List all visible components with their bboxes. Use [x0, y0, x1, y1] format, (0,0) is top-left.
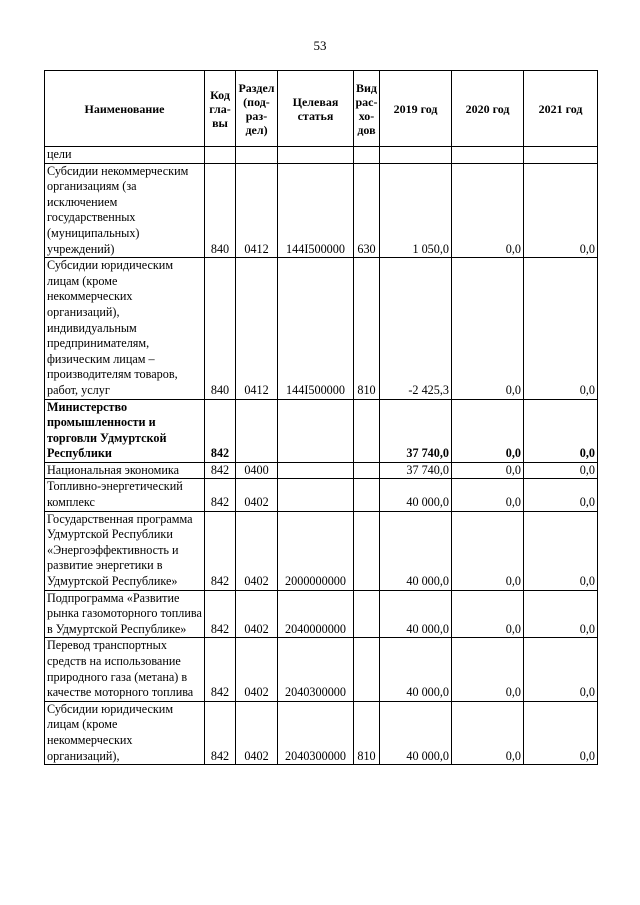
- row-2019: 40 000,0: [380, 701, 452, 764]
- row-2020: 0,0: [452, 511, 524, 590]
- row-code: 842: [205, 590, 236, 638]
- row-section: [236, 147, 278, 164]
- header-expense: Вид рас- хо- дов: [354, 71, 380, 147]
- row-2020: 0,0: [452, 258, 524, 399]
- row-section: [236, 399, 278, 462]
- row-2020: [452, 147, 524, 164]
- table-row: [45, 590, 598, 638]
- row-code: 840: [205, 258, 236, 399]
- row-target: 2040300000: [278, 701, 354, 764]
- table-row: [45, 462, 598, 479]
- row-section: 0402: [236, 638, 278, 701]
- row-expense: [354, 638, 380, 701]
- row-2021: 0,0: [524, 590, 598, 638]
- row-expense: 810: [354, 701, 380, 764]
- row-2019: [380, 147, 452, 164]
- table-row: [45, 511, 598, 590]
- row-2020: 0,0: [452, 701, 524, 764]
- row-section: 0402: [236, 701, 278, 764]
- row-name: Подпрограмма «Развитие рынка газомоторного топлива в Удмуртской Республике»: [45, 590, 205, 638]
- row-section: 0412: [236, 163, 278, 258]
- row-2020: 0,0: [452, 638, 524, 701]
- row-2020: 0,0: [452, 462, 524, 479]
- row-section: 0402: [236, 590, 278, 638]
- row-name: Министерство промышленности и торговли Удмуртской Республики: [45, 399, 205, 462]
- header-name: Наименование: [45, 71, 205, 147]
- row-code: 842: [205, 701, 236, 764]
- row-expense: [354, 399, 380, 462]
- row-target: 144I500000: [278, 163, 354, 258]
- row-section: 0402: [236, 479, 278, 511]
- row-name: Субсидии юридическим лицам (кроме некоммерческих организаций), индивидуальным предпринимателям, физическим лицам – производителям товаров, работ, услуг: [45, 258, 205, 399]
- row-name: Национальная экономика: [45, 462, 205, 479]
- row-target: 2040000000: [278, 590, 354, 638]
- row-2021: [524, 147, 598, 164]
- row-2020: 0,0: [452, 590, 524, 638]
- header-2021: 2021 год: [524, 71, 598, 147]
- row-2019: 40 000,0: [380, 638, 452, 701]
- table-row-ministry: [45, 399, 598, 462]
- row-section: 0400: [236, 462, 278, 479]
- row-name: Субсидии юридическим лицам (кроме некоммерческих организаций),: [45, 701, 205, 764]
- row-target: [278, 462, 354, 479]
- row-target: 2000000000: [278, 511, 354, 590]
- header-2020: 2020 год: [452, 71, 524, 147]
- row-code: 840: [205, 163, 236, 258]
- row-code: 842: [205, 462, 236, 479]
- row-expense: [354, 147, 380, 164]
- row-2019: 37 740,0: [380, 462, 452, 479]
- header-target: Целевая статья: [278, 71, 354, 147]
- row-2021: 0,0: [524, 258, 598, 399]
- row-expense: 810: [354, 258, 380, 399]
- row-2021: 0,0: [524, 701, 598, 764]
- row-code: [205, 147, 236, 164]
- row-2021: 0,0: [524, 638, 598, 701]
- table-row: [45, 147, 598, 164]
- row-target: 144I500000: [278, 258, 354, 399]
- row-code: 842: [205, 479, 236, 511]
- row-name: Государственная программа Удмуртской Республики «Энергоэффективность и развитие энергетики в Удмуртской Республике»: [45, 511, 205, 590]
- row-section: 0412: [236, 258, 278, 399]
- row-expense: [354, 462, 380, 479]
- row-expense: [354, 479, 380, 511]
- row-2021: 0,0: [524, 479, 598, 511]
- row-name: Перевод транспортных средств на использование природного газа (метана) в качестве моторного топлива: [45, 638, 205, 701]
- header-code: Код гла- вы: [205, 71, 236, 147]
- row-2019: 37 740,0: [380, 399, 452, 462]
- row-2021: 0,0: [524, 511, 598, 590]
- row-2021: 0,0: [524, 163, 598, 258]
- row-2020: 0,0: [452, 479, 524, 511]
- row-2019: 40 000,0: [380, 590, 452, 638]
- header-section: Раздел (под- раз- дел): [236, 71, 278, 147]
- row-expense: [354, 511, 380, 590]
- row-expense: [354, 590, 380, 638]
- header-row: [45, 71, 598, 147]
- table-row: [45, 479, 598, 511]
- table-row: [45, 701, 598, 764]
- row-2021: 0,0: [524, 399, 598, 462]
- row-2019: 40 000,0: [380, 511, 452, 590]
- row-code: 842: [205, 399, 236, 462]
- page-number: 53: [313, 38, 327, 53]
- table-row: [45, 638, 598, 701]
- row-code: 842: [205, 638, 236, 701]
- row-target: [278, 479, 354, 511]
- row-target: [278, 147, 354, 164]
- row-2020: 0,0: [452, 399, 524, 462]
- row-expense: 630: [354, 163, 380, 258]
- header-2019: 2019 год: [380, 71, 452, 147]
- row-2019: 40 000,0: [380, 479, 452, 511]
- row-2019: -2 425,3: [380, 258, 452, 399]
- row-name: цели: [45, 147, 205, 164]
- row-2019: 1 050,0: [380, 163, 452, 258]
- row-code: 842: [205, 511, 236, 590]
- budget-table: [44, 70, 598, 765]
- row-name: Субсидии некоммерческим организациям (за исключением государственных (муниципальных) учреждений): [45, 163, 205, 258]
- row-name: Топливно-энергетический комплекс: [45, 479, 205, 511]
- table-row: [45, 163, 598, 258]
- row-2020: 0,0: [452, 163, 524, 258]
- row-target: [278, 399, 354, 462]
- row-2021: 0,0: [524, 462, 598, 479]
- table-row: [45, 258, 598, 399]
- row-target: 2040300000: [278, 638, 354, 701]
- row-section: 0402: [236, 511, 278, 590]
